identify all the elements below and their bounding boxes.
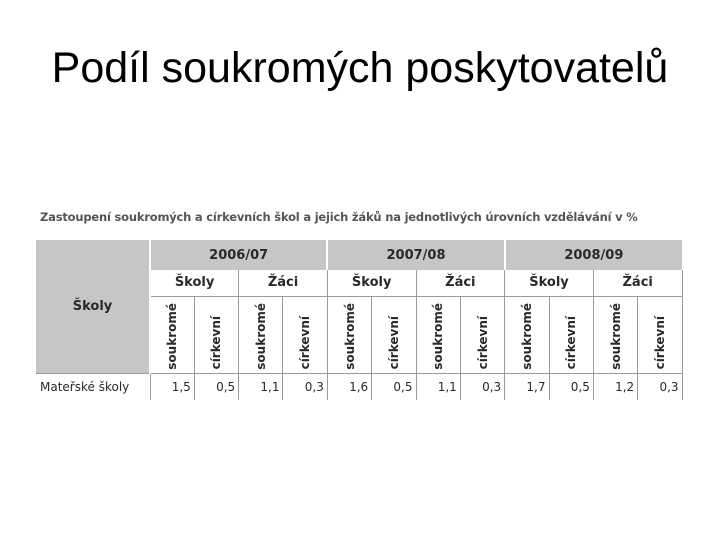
year-header-2006-07: 2006/07	[150, 240, 327, 270]
table-caption: Zastoupení soukromých a církevních škol a jejich žáků na jednotlivých úrovních vzdělávání v %	[40, 210, 638, 224]
subheader-cirkevni	[283, 296, 327, 374]
year-header-2007-08: 2007/08	[327, 240, 504, 270]
subheader-label: soukromé	[608, 302, 623, 370]
subheader-label: církevní	[298, 315, 313, 370]
slide-title: Podíl soukromých poskytovatelů	[51, 44, 669, 92]
group-header-skoly: Školy	[150, 270, 239, 296]
group-header-zaci: Žáci	[593, 270, 682, 296]
group-header-skoly: Školy	[327, 270, 416, 296]
table-cell: 0,3	[283, 374, 327, 400]
subheader-cirkevni	[372, 296, 416, 374]
year-header-2008-09: 2008/09	[505, 240, 682, 270]
table-cell: 0,3	[460, 374, 504, 400]
subheader-label: církevní	[652, 315, 667, 370]
table-cell: 1,6	[327, 374, 371, 400]
subheader-label: církevní	[564, 315, 579, 370]
table-row	[36, 374, 682, 400]
table-cell: 0,5	[194, 374, 238, 400]
table-cell: 1,7	[505, 374, 549, 400]
subheader-soukrome	[593, 296, 637, 374]
table-cell: 0,3	[638, 374, 682, 400]
subheader-cirkevni	[549, 296, 593, 374]
subheader-soukrome	[327, 296, 371, 374]
subheader-label: soukromé	[165, 302, 180, 370]
table-cell: 0,5	[549, 374, 593, 400]
subheader-label: soukromé	[431, 302, 446, 370]
subheader-soukrome	[239, 296, 283, 374]
group-header-zaci: Žáci	[416, 270, 505, 296]
table-cell: 1,1	[239, 374, 283, 400]
subheader-soukrome	[150, 296, 194, 374]
subheader-cirkevni	[194, 296, 238, 374]
table-cell: 1,2	[593, 374, 637, 400]
subheader-soukrome	[416, 296, 460, 374]
subheader-label: církevní	[386, 315, 401, 370]
subheader-label: soukromé	[253, 302, 268, 370]
subheader-label: církevní	[209, 315, 224, 370]
subheader-soukrome	[505, 296, 549, 374]
subheader-label: církevní	[475, 315, 490, 370]
table-cell: 1,5	[150, 374, 194, 400]
subheader-label: soukromé	[342, 302, 357, 370]
table-cell: 0,5	[372, 374, 416, 400]
subheader-label: soukromé	[519, 302, 534, 370]
group-header-skoly: Školy	[505, 270, 594, 296]
subheader-cirkevni	[460, 296, 504, 374]
group-header-zaci: Žáci	[239, 270, 328, 296]
statistics-table	[36, 240, 683, 400]
subheader-cirkevni	[638, 296, 682, 374]
row-label: Mateřské školy	[36, 374, 150, 400]
row-header-cell: Školy	[36, 240, 150, 374]
table-cell: 1,1	[416, 374, 460, 400]
